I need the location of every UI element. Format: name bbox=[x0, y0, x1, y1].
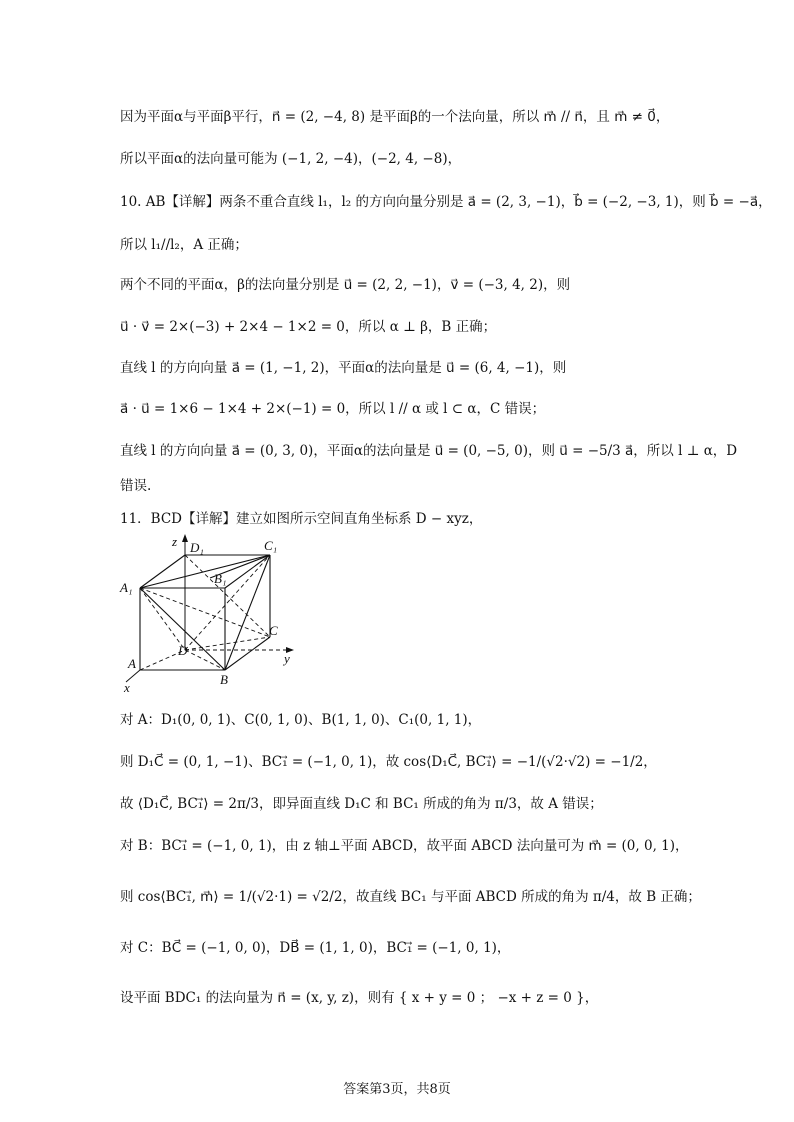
text-line-14: 故 ⟨D₁C⃗, BC₁⃗⟩ = 2π/3，即异面直线 D₁C 和 BC₁ 所成的角为 π/3，故 A 错误； bbox=[120, 796, 603, 812]
label-d1: D₁ bbox=[190, 540, 204, 555]
page-footer: 答案第3页，共8页 bbox=[343, 1082, 451, 1097]
line-dc1 bbox=[185, 555, 270, 650]
text-line-11: 11．BCD【详解】建立如图所示空间直角坐标系 D − xyz， bbox=[120, 511, 483, 527]
text-line-13: 则 D₁C⃗ = (0, 1, −1)、BC₁⃗ = (−1, 0, 1)，故 cos⟨D₁C⃗, BC₁⃗⟩ = −1/(√2·√2) = −1/2， bbox=[120, 754, 657, 770]
cube-figure bbox=[118, 530, 308, 700]
label-b: B bbox=[220, 672, 228, 687]
text-line-16: 则 cos⟨BC₁⃗, m⃗⟩ = 1/(√2·1) = √2/2，故直线 BC₁ 与平面 ABCD 所成的角为 π/4，故 B 正确； bbox=[120, 889, 701, 905]
text-line-18: 设平面 BDC₁ 的法向量为 n⃗ = (x, y, z)，则有 { x + y = 0 ； −x + z = 0 }， bbox=[120, 990, 599, 1006]
text-line-2: 所以平面α的法向量可能为 (−1, 2, −4)，(−2, 4, −8)， bbox=[120, 151, 462, 167]
edge-a1d1 bbox=[140, 555, 185, 588]
label-z: z bbox=[172, 534, 178, 549]
line-a1c1 bbox=[140, 555, 270, 588]
line-d1c bbox=[185, 555, 270, 637]
text-line-12: 对 A：D₁(0, 0, 1)、C(0, 1, 0)、B(1, 1, 0)、C₁(0, 1, 1)， bbox=[120, 712, 482, 728]
line-a1c bbox=[140, 588, 270, 637]
text-line-17: 对 C：BC⃗ = (−1, 0, 0)，DB⃗ = (1, 1, 0)，BC₁⃗ = (−1, 0, 1)， bbox=[120, 940, 511, 956]
line-a1d bbox=[140, 588, 185, 650]
line-db bbox=[185, 650, 225, 670]
text-line-6: u⃗ · v⃗ = 2×(−3) + 2×4 − 1×2 = 0，所以 α ⊥ β，B 正确； bbox=[120, 319, 497, 335]
text-line-5: 两个不同的平面α，β的法向量分别是 u⃗ = (2, 2, −1)，v⃗ = (−3, 4, 2)，则 bbox=[120, 277, 571, 293]
text-line-1: 因为平面α与平面β平行，n⃗ = (2, −4, 8) 是平面β的一个法向量，所以 m⃗ // n⃗，且 m⃗ ≠ 0⃗， bbox=[120, 109, 670, 125]
z-arrow bbox=[182, 534, 188, 542]
label-a1: A₁ bbox=[120, 580, 133, 595]
label-a: A bbox=[128, 656, 136, 671]
text-line-9: 直线 l 的方向向量 a⃗ = (0, 3, 0)，平面α的法向量是 u⃗ = (0, −5, 0)，则 u⃗ = −5/3 a⃗，所以 l ⊥ α，D bbox=[120, 443, 738, 459]
label-x: x bbox=[124, 680, 130, 695]
text-line-3: 10. AB【详解】两条不重合直线 l₁，l₂ 的方向向量分别是 a⃗ = (2, 3, −1)，b⃗ = (−2, −3, 1)，则 b⃗ = −a⃗， bbox=[120, 194, 772, 210]
text-line-4: 所以 l₁//l₂，A 正确； bbox=[120, 237, 248, 253]
text-line-7: 直线 l 的方向向量 a⃗ = (1, −1, 2)，平面α的法向量是 u⃗ = (6, 4, −1)，则 bbox=[120, 360, 567, 376]
label-d: D bbox=[178, 643, 188, 658]
text-line-8: a⃗ · u⃗ = 1×6 − 1×4 + 2×(−1) = 0，所以 l // α 或 l ⊂ α，C 错误； bbox=[120, 401, 546, 417]
label-y: y bbox=[284, 651, 290, 666]
label-b1: B₁ bbox=[214, 571, 227, 586]
label-c1: C₁ bbox=[264, 538, 278, 553]
text-line-15: 对 B：BC₁⃗ = (−1, 0, 1)，由 z 轴⊥平面 ABCD，故平面 ABCD 法向量可为 m⃗ = (0, 0, 1)， bbox=[120, 838, 689, 854]
label-c: C bbox=[269, 623, 278, 638]
line-bc1 bbox=[225, 555, 270, 670]
text-line-10: 错误. bbox=[120, 478, 152, 494]
